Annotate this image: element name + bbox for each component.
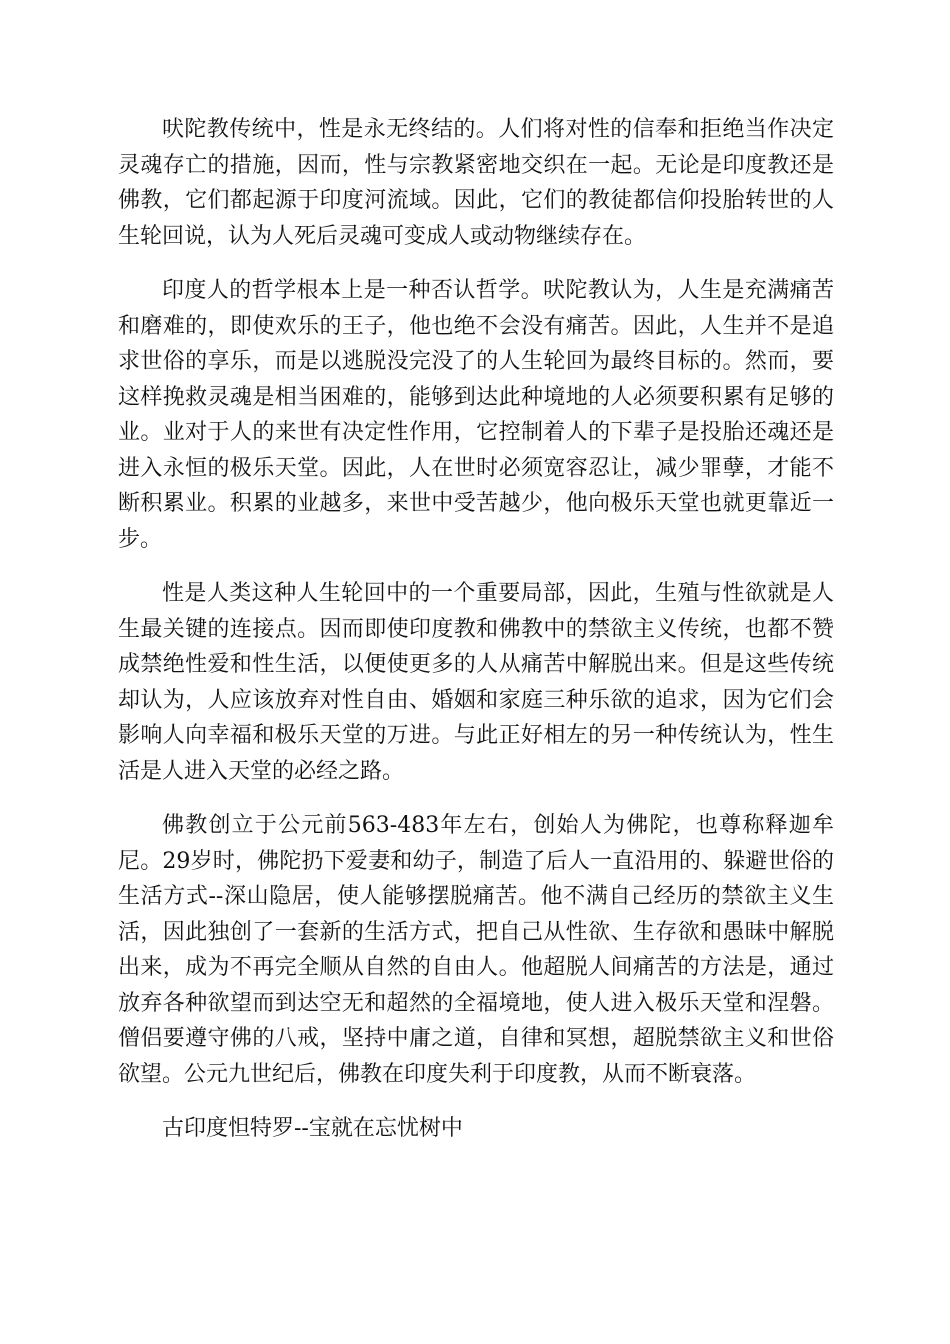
paragraph-tantra-heading: 古印度怛特罗--宝就在忘忧树中 (162, 1116, 463, 1141)
paragraph-indian-philosophy: 印度人的哲学根本上是一种否认哲学。吠陀教认为，人生是充满痛苦和磨难的，即使欢乐的王子，他也绝不会没有痛苦。因此，人生并不是追求世俗的享乐，而是以逃脱没完没了的人生轮回为最终目标的。然而，要这样挽救灵魂是相当困难的，能够到达此种境地的人必须要积累有足够的业。业对于人的来世有决定性作用，它控制着人的下辈子是投胎还魂还是进入永恒的极乐天堂。因此，人在世时必须宽容忍让，减少罪孽，才能不断积累业。积累的业越多，来世中受苦越少，他向极乐天堂也就更靠近一步。 (118, 278, 834, 552)
paragraph-buddhism: 佛教创立于公元前563-483年左右，创始人为佛陀，也尊称释迦牟尼。29岁时，佛陀扔下爱妻和幼子，制造了后人一直沿用的、躲避世俗的生活方式--深山隐居，使人能够摆脱痛苦。他不满自己经历的禁欲主义生活，因此独创了一套新的生活方式，把自己从性欲、生存欲和愚昧中解脱出来，成为不再完全顺从自然的自由人。他超脱人间痛苦的方法是，通过放弃各种欲望而到达空无和超然的全福境地，使人进入极乐天堂和涅磐。僧侣要遵守佛的八戒，坚持中庸之道，自律和冥想，超脱禁欲主义和世俗欲望。公元九世纪后，佛教在印度失利于印度教，从而不断衰落。 (118, 813, 834, 1087)
paragraph-vedic-tradition: 吠陀教传统中，性是永无终结的。人们将对性的信奉和拒绝当作决定灵魂存亡的措施，因而，性与宗教紧密地交织在一起。无论是印度教还是佛教，它们都起源于印度河流域。因此，它们的教徒都信仰投胎转世的人生轮回说，认为人死后灵魂可变成人或动物继续存在。 (118, 117, 834, 249)
paragraph-sexuality-reincarnation: 性是人类这种人生轮回中的一个重要局部，因此，生殖与性欲就是人生最关键的连接点。因而即使印度教和佛教中的禁欲主义传统，也都不赞成禁绝性爱和性生活，以便使更多的人从痛苦中解脱出来。但是这些传统却认为，人应该放弃对性自由、婚姻和家庭三种乐欲的追求，因为它们会影响人向幸福和极乐天堂的万进。与此正好相左的另一种传统认为，性生活是人进入天堂的必经之路。 (118, 581, 834, 784)
document-page (118, 112, 834, 1147)
